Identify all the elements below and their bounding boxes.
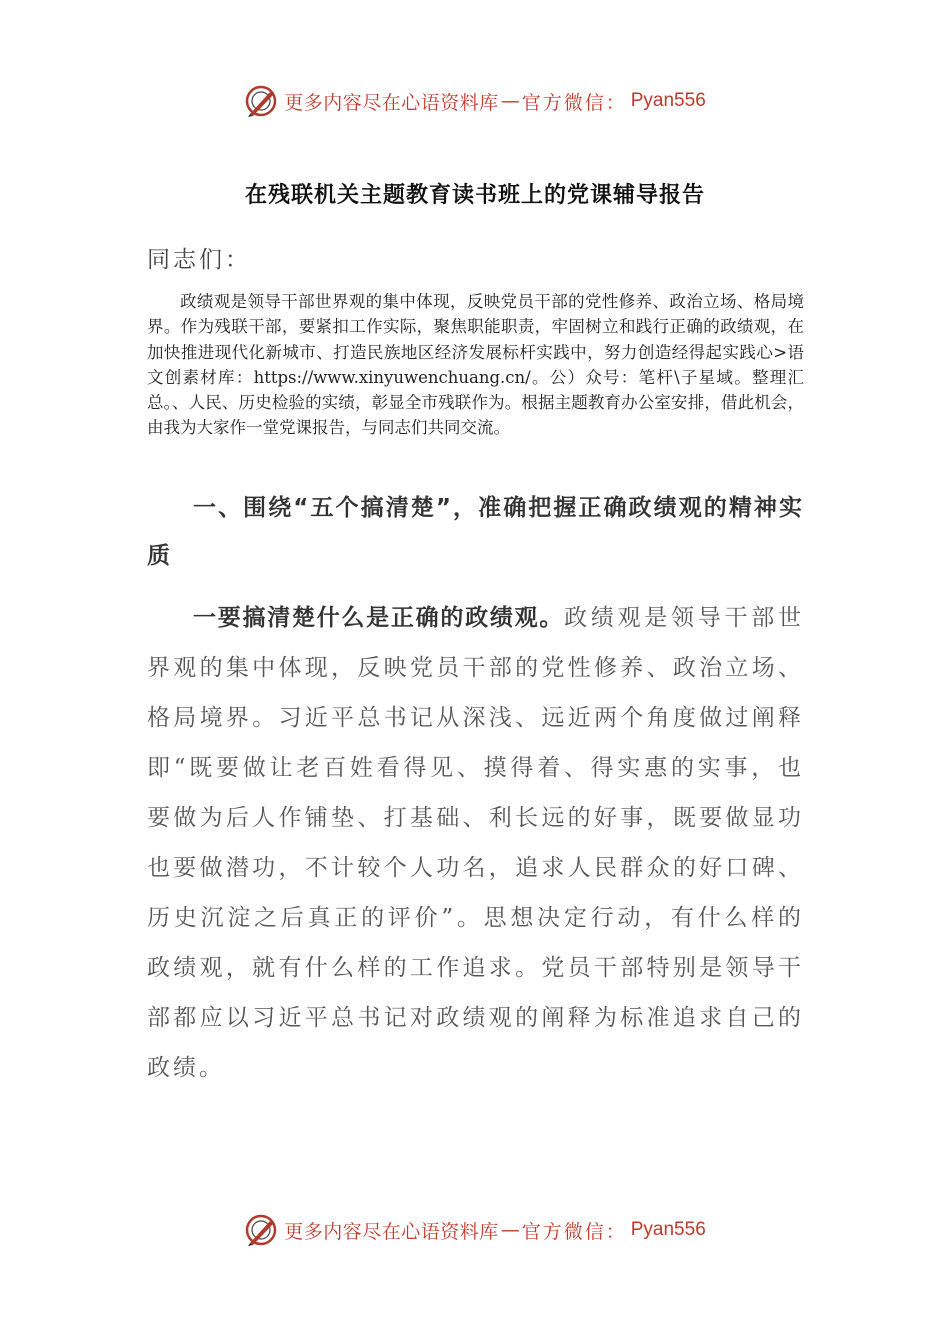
- header-watermark: [0, 84, 950, 118]
- watermark-text: 更多内容尽在心语资料库: [284, 1220, 499, 1243]
- watermark-wechat-id: Pyan556: [630, 90, 706, 111]
- paragraph-lead: 一要搞清楚什么是正确的政绩观。: [193, 605, 565, 631]
- footer-watermark: [0, 1213, 950, 1247]
- watermark-separator: —: [500, 90, 520, 112]
- document-title: 在残联机关主题教育读书班上的党课辅导报告: [244, 183, 705, 208]
- intro-paragraph: 政绩观是领导干部世界观的集中体现，反映党员干部的党性修养、政治立场、格局境界。作为残联干部，要紧扣工作实际，聚焦职能职责，牢固树立和践行正确的政绩观，在加快推进现代化新城市、打造民族地区经济发展标杆实践中，努力创造经得起实践心>语文创素材库：https://www.xinyuwenchuang.cn/。公）众号：笔杆\子星域。整理汇总。、人民、历史检验的实绩，彰显全市残联作为。根据主题教育办公室安排，借此机会，由我为大家作一堂党课报告，与同志们共同交流。: [147, 292, 804, 438]
- watermark-text: 更多内容尽在心语资料库: [284, 91, 499, 114]
- watermark-wechat-id: Pyan556: [630, 1219, 706, 1240]
- paragraph-body: 政绩观是领导干部世界观的集中体现，反映党员干部的党性修养、政治立场、格局境界。习近平总书记从深浅、远近两个角度做过阐释即“既要做让老百姓看得见、摸得着、得实惠的实事，也要做为后人作铺垫、打基础、利长远的好事，既要做显功也要做潜功，不计较个人功名，追求人民群众的好口碑、历史沉淀之后真正的评价”。思想决定行动，有什么样的政绩观，就有什么样的工作追求。党员干部特别是领导干部都应以习近平总书记对政绩观的阐释为标准追求自己的政绩。: [147, 605, 805, 1081]
- pen-logo-icon: [244, 84, 278, 118]
- pen-logo-icon: [244, 1213, 278, 1247]
- salutation: 同志们：: [147, 247, 251, 273]
- watermark-official-label: 官方微信：: [521, 1220, 627, 1243]
- watermark-separator: —: [500, 1219, 520, 1241]
- watermark-official-label: 官方微信：: [521, 91, 627, 114]
- body-paragraph: [147, 593, 804, 1093]
- section-heading: 一、围绕“五个搞清楚”，准确把握正确政绩观的精神实质: [147, 495, 804, 569]
